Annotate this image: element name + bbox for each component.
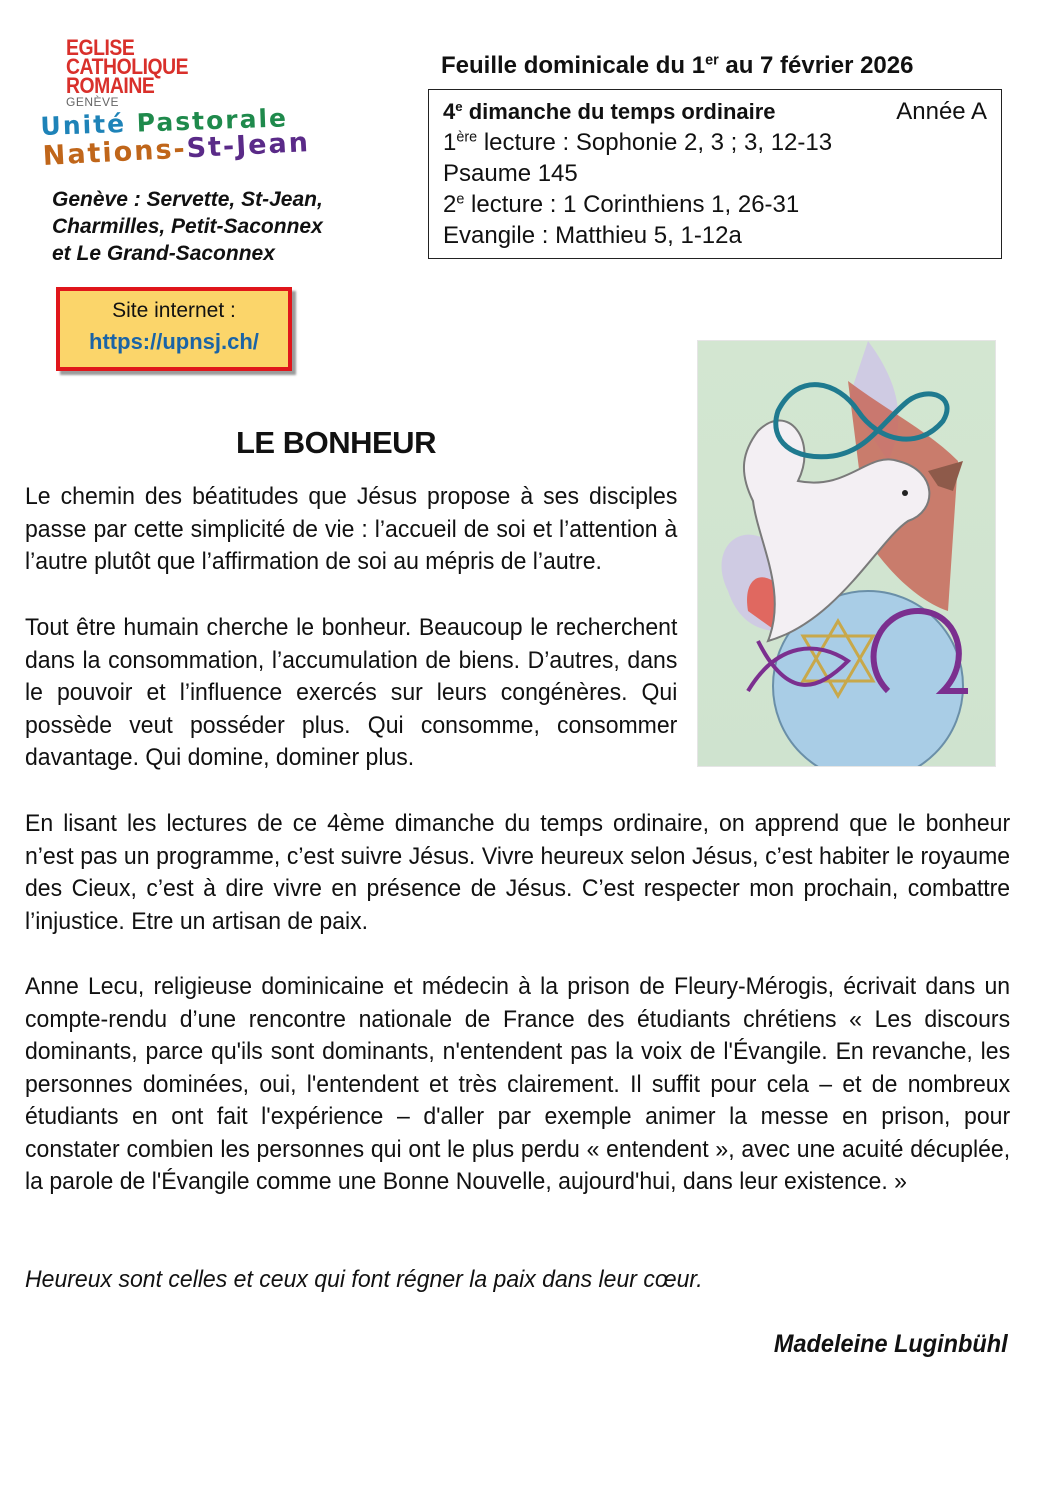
website-link[interactable]: https://upnsj.ch/ (89, 329, 259, 354)
sheet-title-sup: er (705, 52, 719, 69)
logo-city: GENÈVE (66, 95, 120, 109)
first-reading-sup: ère (456, 129, 478, 146)
sunday-name (443, 96, 776, 127)
sheet-title (441, 52, 913, 80)
location-line: Charmilles, Petit-Saconnex (52, 215, 323, 238)
sunday-sup: e (455, 99, 463, 115)
second-reading-sup: e (456, 191, 465, 208)
author-signature: Madeleine Luginbühl (774, 1330, 1008, 1358)
dove-eye (902, 490, 908, 496)
first-reading-text: lecture : Sophonie 2, 3 ; 3, 12-13 (477, 129, 833, 156)
sheet-title-pre: Feuille dominicale du 1 (441, 52, 706, 79)
location-line: et Le Grand-Saconnex (52, 242, 275, 265)
article-paragraph: En lisant les lectures de ce 4ème dimanche du temps ordinaire, on apprend que le bonheur n’est pas un programme, c’est suivre Jésus. Vivre heureux selon Jésus, c’est habiter le royaume des Cieux, c’est à dire vivre en présence de Jésus. C’est respecter mon prochain, combattre l’injustice. Etre un artisan de paix. (25, 810, 1011, 935)
first-reading-num: 1 (443, 129, 457, 156)
article-paragraph: Tout être humain cherche le bonheur. Beaucoup le recherchent dans la consommation, l’accumulation de biens. D’autres, dans le pouvoir et l’influence exercés sur leurs congénères. Qui possède veut posséder plus. Qui consomme, consommer davantage. Qui domine, dominer plus. (25, 614, 678, 771)
church-logo (66, 35, 205, 109)
logo-line-romaine: ROMAINE (66, 73, 155, 98)
liturgical-year: Année A (896, 98, 987, 125)
article-title: LE BONHEUR (236, 425, 436, 460)
unit-word-pastorale: Pastorale (136, 103, 289, 138)
second-reading-text: lecture : 1 Corinthiens 1, 26-31 (464, 191, 800, 218)
first-reading (443, 127, 987, 158)
unit-word-stjean: St-Jean (185, 127, 311, 165)
second-reading (443, 189, 987, 220)
readings-box (428, 89, 1002, 259)
sunday-text: dimanche du temps ordinaire (462, 99, 776, 124)
gospel: Evangile : Matthieu 5, 1-12a (443, 222, 742, 249)
sunday-number: 4 (443, 99, 456, 124)
parish-locations (52, 186, 323, 267)
psalm: Psaume 145 (443, 160, 578, 187)
readings-header-row (443, 96, 987, 127)
article-closing-line: Heureux sont celles et ceux qui font régner la paix dans leur cœur. (25, 1266, 703, 1293)
second-reading-num: 2 (443, 191, 457, 218)
artwork-image (697, 340, 996, 767)
unit-word-unite: Unité (40, 109, 127, 141)
artwork-drawing (698, 341, 995, 766)
article-paragraph: Anne Lecu, religieuse dominicaine et médecin à la prison de Fleury-Mérogis, écrivait dans un compte-rendu d’une rencontre nationale de France des étudiants chrétiens « Les discours dominants, parce qu'ils sont dominants, n'entendent pas la voix de l'Évangile. En revanche, les personnes dominées, oui, l'entendent et très clairement. Il suffit pour cela – et de nombreux étudiants en ont fait l'expérience – d'aller par exemple animer la messe en prison, pour constater combien les personnes qui ont le plus perdu « entendent », avec une acuité décuplée, la parole de l'Évangile comme une Bonne Nouvelle, aujourd'hui, dans leur existence. » (25, 973, 1011, 1195)
article-paragraph: Le chemin des béatitudes que Jésus propose à ses disciples passe par cette simplicité de vie : l’accueil de soi et l’attention à l’autre plutôt que l’affirmation de soi au mépris de l’autre. (25, 483, 678, 575)
website-box (56, 287, 292, 371)
logo-line-catholique: CATHOLIQUE (66, 54, 189, 79)
website-label: Site internet : (112, 299, 236, 322)
logo-line-eglise: EGLISE (66, 35, 135, 60)
sheet-title-post: au 7 février 2026 (718, 52, 914, 79)
unit-word-nations: Nations- (42, 133, 188, 172)
location-line: Genève : Servette, St-Jean, (52, 188, 323, 211)
